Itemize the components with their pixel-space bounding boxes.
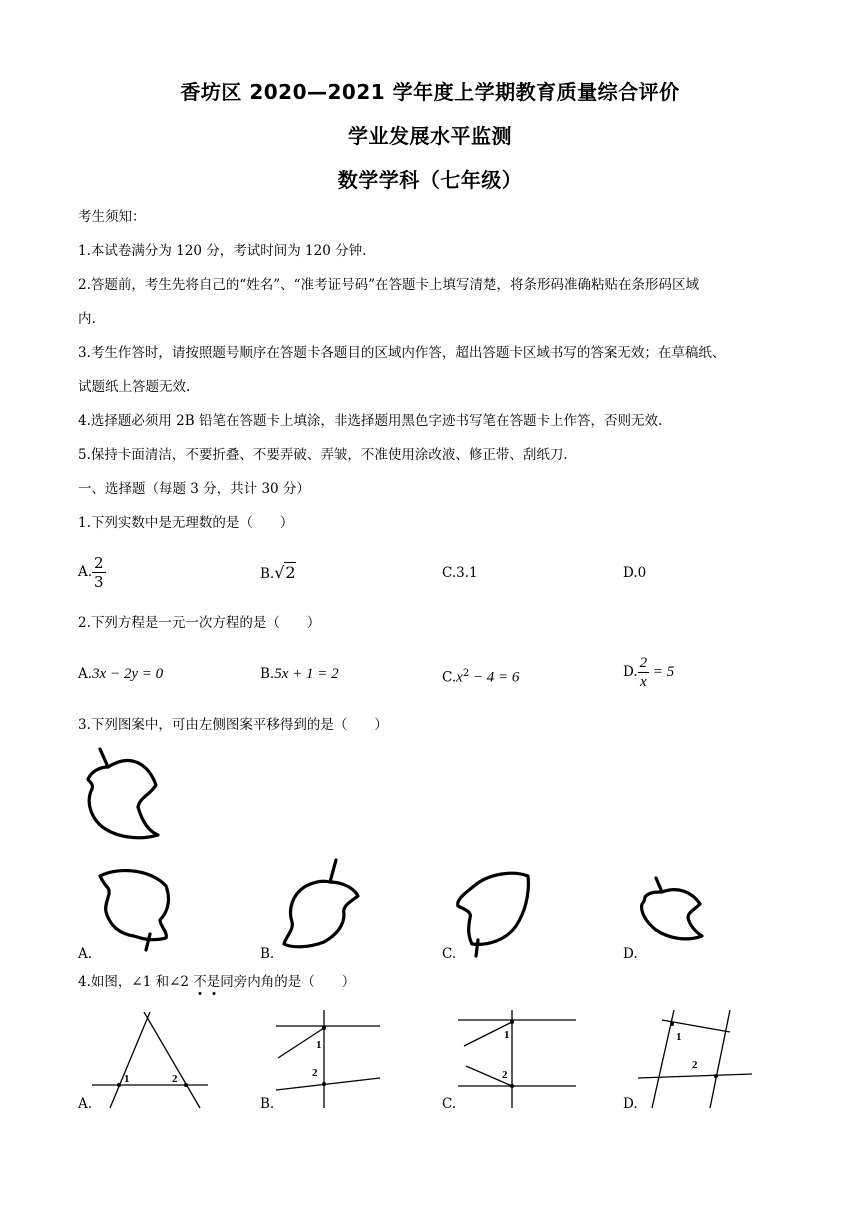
angle-1-label: 1 bbox=[676, 1031, 682, 1043]
angle-figure-d bbox=[636, 1008, 756, 1108]
angle-1-label: 1 bbox=[504, 1029, 510, 1041]
q4-option-c-label: C. bbox=[442, 1096, 457, 1112]
angle-figure-b bbox=[272, 1010, 384, 1110]
leaf-option-a-figure bbox=[90, 862, 180, 954]
notice-item-2b: 内. bbox=[78, 311, 96, 327]
section-heading: 一、选择题（每题 3 分，共计 30 分） bbox=[78, 481, 310, 497]
angle-1-label: 1 bbox=[316, 1039, 322, 1051]
q4-stem: 4.如图，∠1 和∠2 不是同旁内角的是（ ） bbox=[78, 974, 356, 990]
notice-item-5: 5.保持卡面清洁，不要折叠、不要弄破、弄皱，不准使用涂改液、修正带、刮纸刀. bbox=[78, 447, 568, 463]
q2-option-a: A.3x − 2y = 0 bbox=[78, 666, 164, 682]
q1-option-b: B.√2 bbox=[260, 563, 296, 582]
leaf-original-figure bbox=[78, 745, 168, 845]
sqrt-expression: √2 bbox=[274, 563, 296, 582]
angle-2-label: 2 bbox=[502, 1069, 508, 1081]
q3-option-a-label: A. bbox=[78, 946, 93, 962]
q4-option-a-label: A. bbox=[78, 1096, 93, 1112]
q2-stem: 2.下列方程是一元一次方程的是（ ） bbox=[78, 615, 321, 631]
exam-subtitle: 学业发展水平监测 bbox=[348, 124, 512, 148]
q1-option-a: A. $\frac{2}{3}$ bbox=[78, 554, 104, 591]
notice-item-3b: 试题纸上答题无效. bbox=[78, 379, 191, 395]
angle-2-label: 2 bbox=[312, 1067, 318, 1079]
fraction: $\frac{2}{x}$ bbox=[639, 655, 648, 690]
fraction: $\frac{2}{3}$ bbox=[94, 554, 104, 591]
leaf-option-d-figure bbox=[632, 874, 716, 954]
q1-option-d: D.0 bbox=[623, 565, 647, 581]
q2-option-c: $C.x^2 - 4 = 6$ bbox=[442, 668, 520, 686]
q4-option-d-label: D. bbox=[623, 1096, 638, 1112]
q1-stem: 1.下列实数中是无理数的是（ ） bbox=[78, 515, 294, 531]
q1-option-c: C.3.1 bbox=[442, 565, 478, 581]
notice-item-3a: 3.考生作答时，请按照题号顺序在答题卡各题目的区域内作答，超出答题卡区域书写的答案无效；在草稿纸、 bbox=[78, 345, 726, 361]
notice-item-1: 1.本试卷满分为 120 分，考试时间为 120 分钟. bbox=[78, 243, 367, 259]
leaf-option-b-figure bbox=[278, 856, 368, 956]
q3-option-c-label: C. bbox=[442, 946, 457, 962]
notice-item-4: 4.选择题必须用 2B 铅笔在答题卡上填涂，非选择题用黑色字迹书写笔在答题卡上作答，否则无效. bbox=[78, 413, 663, 429]
angle-2-label: 2 bbox=[172, 1073, 178, 1085]
angle-2-label: 2 bbox=[692, 1059, 698, 1071]
subject-title: 数学学科（七年级） bbox=[337, 168, 523, 192]
angle-1-label: 1 bbox=[124, 1073, 130, 1085]
leaf-option-c-figure bbox=[448, 866, 538, 958]
exam-title: 香坊区 2020—2021 学年度上学期教育质量综合评价 bbox=[180, 80, 680, 104]
q2-option-d: D. $\frac{2}{x}$ = 5 bbox=[623, 655, 675, 690]
q3-stem: 3.下列图案中，可由左侧图案平移得到的是（ ） bbox=[78, 717, 388, 733]
q3-option-b-label: B. bbox=[260, 946, 275, 962]
notice-item-2a: 2.答题前，考生先将自己的“姓名”、“准考证号码”在答题卡上填写清楚，将条形码准确粘贴在条形码区域 bbox=[78, 277, 699, 293]
q4-option-b-label: B. bbox=[260, 1096, 275, 1112]
q3-option-d-label: D. bbox=[623, 946, 638, 962]
q2-option-b: B.5x + 1 = 2 bbox=[260, 666, 339, 682]
angle-figure-a bbox=[88, 1010, 218, 1110]
notice-heading: 考生须知： bbox=[78, 209, 146, 225]
angle-figure-c bbox=[456, 1008, 580, 1108]
